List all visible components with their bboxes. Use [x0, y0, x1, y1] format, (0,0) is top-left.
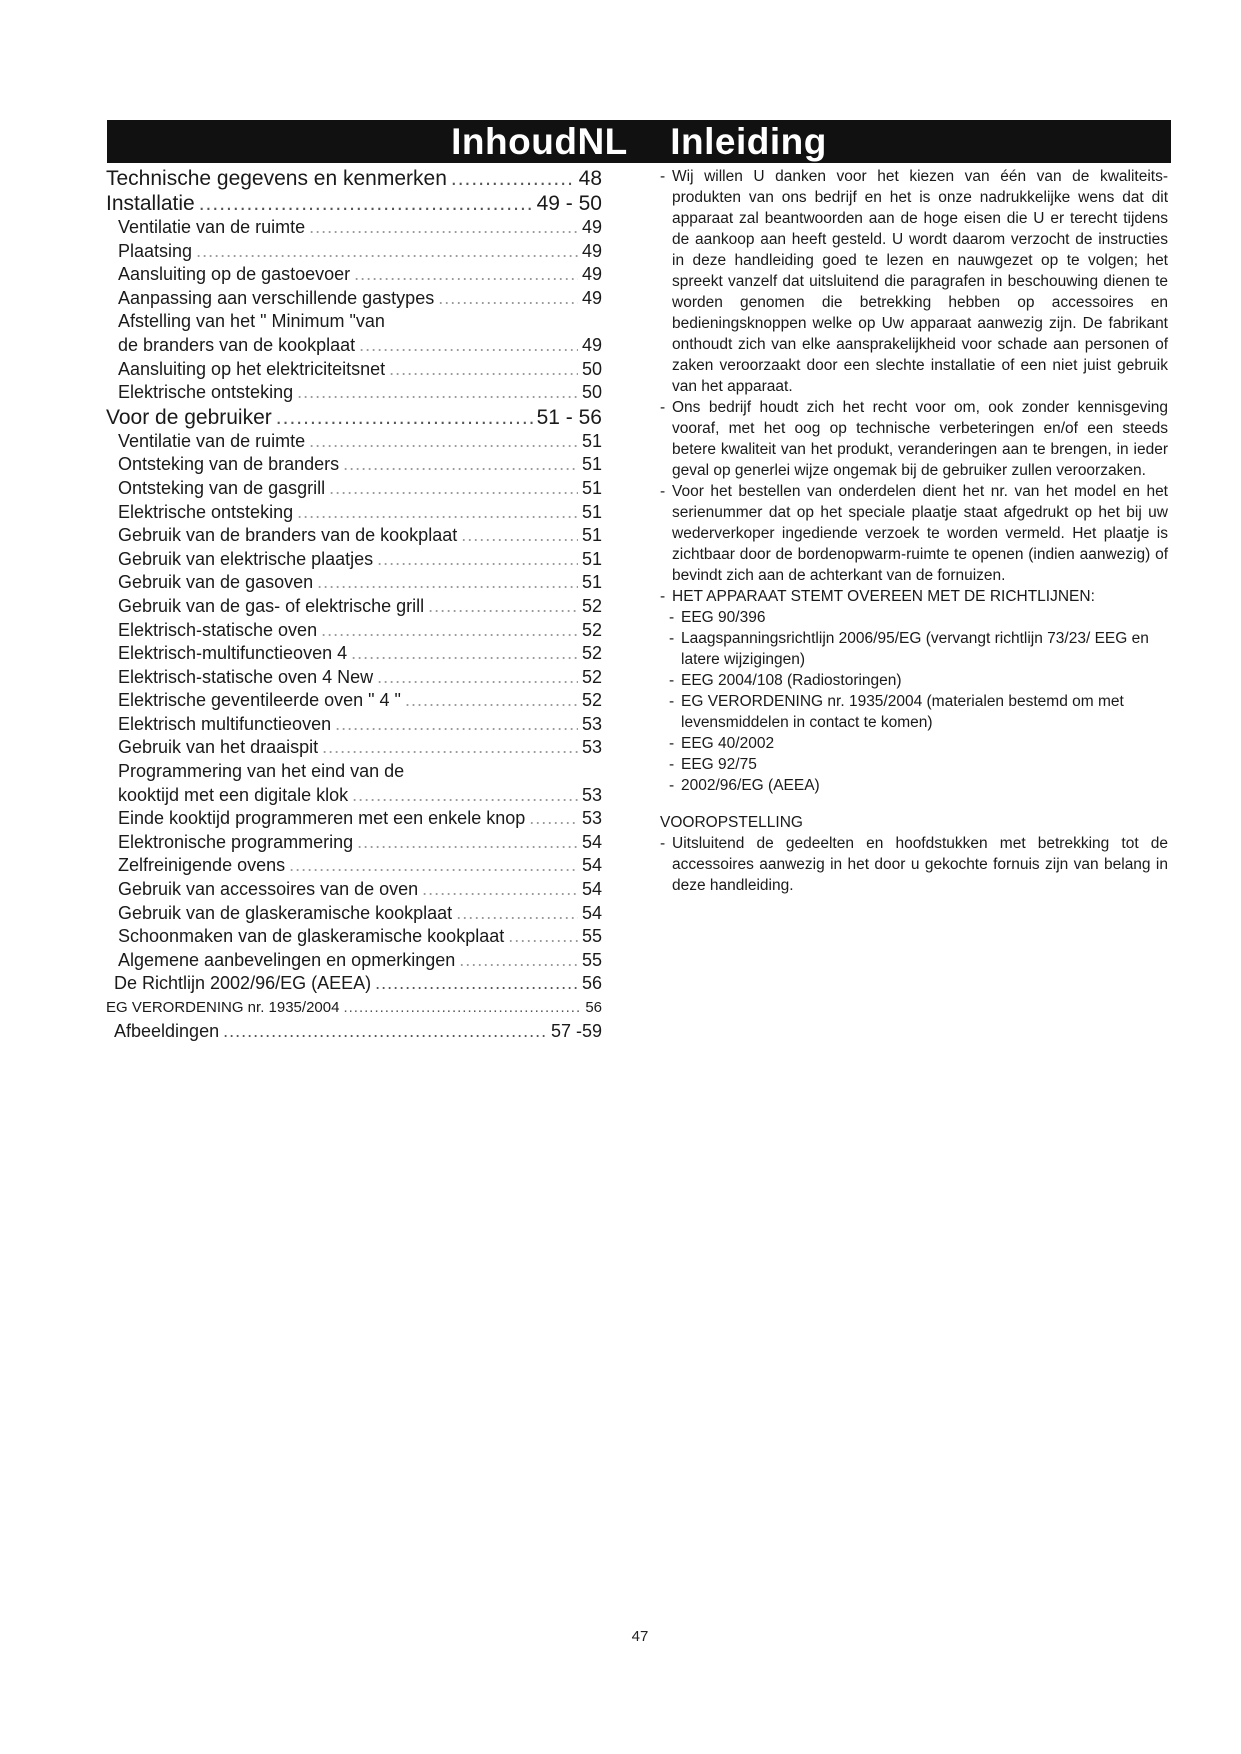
toc-leader-dots: [352, 784, 578, 808]
toc-entry-label: Elektrische geventileerde oven " 4 ": [118, 690, 401, 711]
toc-entry: [106, 453, 602, 477]
toc-entry: [106, 713, 602, 737]
toc-entry: [106, 831, 602, 855]
toc-leader-dots: [335, 713, 578, 737]
toc-entry-page: 49 - 50: [536, 192, 602, 215]
toc-entry-page: 51: [581, 430, 602, 451]
toc-entry: [106, 240, 602, 264]
intro-paragraph: - Voor het bestellen van onderdelen dient het nr. van het model en het serienummer dat op het speciale plaatje staat afgedrukt op het bij uw wederverkoper ingediende verzoek te worden vermeld. Het plaatje is zichtbaar door de bordenopwarm-ruimte te openen (indien aanwezig) of bevindt zich aan de achterkant van de fornuizen.: [660, 483, 1168, 584]
toc-entry-page: 52: [581, 619, 602, 640]
toc-leader-dots: [377, 548, 578, 572]
toc-leader-dots: [359, 334, 578, 358]
toc-entry-label: EG VERORDENING nr. 1935/2004: [106, 999, 340, 1016]
toc-leader-dots: [196, 240, 578, 264]
toc-entry-page: 52: [581, 595, 602, 616]
page-header-title: InhoudNL Inleiding: [107, 120, 1171, 163]
toc-entry-label: Schoonmaken van de glaskeramische kookplaat: [118, 926, 505, 947]
toc-entry: [106, 642, 602, 666]
toc-entry: [106, 430, 602, 454]
toc-leader-dots: [317, 571, 578, 595]
toc-entry-label: Elektrische ontsteking: [118, 382, 294, 403]
toc-entry: [106, 784, 602, 808]
toc-entry-label: Programmering van het eind van de: [118, 761, 405, 782]
toc-leader-dots: [276, 405, 533, 430]
toc-entry-label: De Richtlijn 2002/96/EG (AEEA): [114, 973, 372, 994]
toc-entry-page: 50: [581, 358, 602, 379]
toc-leader-dots: [223, 1020, 547, 1044]
toc-entry: [106, 666, 602, 690]
toc-entry: [106, 619, 602, 643]
toc-entry-page: 53: [581, 737, 602, 758]
toc-entry-page: 54: [581, 879, 602, 900]
toc-entry: [106, 263, 602, 287]
toc-entry: [106, 405, 602, 430]
toc-leader-dots: [329, 477, 578, 501]
toc-entry-page: 48: [578, 167, 602, 190]
toc-entry: [106, 1020, 602, 1044]
toc-entry-label: Gebruik van de gasoven: [118, 572, 314, 593]
toc-leader-dots: [389, 358, 578, 382]
toc-entry-page: 51: [581, 525, 602, 546]
toc-entry-label: Gebruik van elektrische plaatjes: [118, 548, 374, 569]
toc-entry: [106, 595, 602, 619]
toc-leader-dots: [322, 736, 578, 760]
toc-entry-label: Afstelling van het " Minimum "van: [118, 311, 385, 332]
toc-entry: [106, 571, 602, 595]
toc-leader-dots: [405, 689, 578, 713]
toc-leader-dots: [428, 595, 578, 619]
toc-entry: [106, 807, 602, 831]
toc-entry-page: 51: [581, 548, 602, 569]
toc-entry-label: Aanpassing aan verschillende gastypes: [118, 287, 435, 308]
toc-entry-page: 51 - 56: [536, 405, 602, 429]
toc-entry-page: 50: [581, 382, 602, 403]
toc-entry-label: Gebruik van de gas- of elektrische grill: [118, 595, 425, 616]
table-of-contents: [106, 166, 602, 1043]
toc-entry-label: Ventilatie van de ruimte: [118, 430, 306, 451]
toc-leader-dots: [343, 453, 578, 477]
toc-entry: [106, 477, 602, 501]
toc-entry-page: 53: [581, 713, 602, 734]
section-title: VOOROPSTELLING: [660, 814, 803, 831]
toc-leader-dots: [357, 831, 578, 855]
toc-entry: [106, 689, 602, 713]
toc-entry: [106, 524, 602, 548]
toc-entry-page: 53: [581, 784, 602, 805]
toc-entry: [106, 925, 602, 949]
toc-entry: [106, 548, 602, 572]
toc-entry-page: 49: [581, 217, 602, 237]
toc-entry: [106, 287, 602, 311]
toc-entry: [106, 358, 602, 382]
toc-entry-page: 57 -59: [550, 1020, 602, 1041]
toc-entry-page: 52: [581, 666, 602, 687]
toc-leader-dots: [351, 642, 578, 666]
toc-entry-label: Ontsteking van de branders: [118, 454, 340, 475]
toc-entry-label: Elektrisch-statische oven 4 New: [118, 666, 374, 687]
toc-entry: [106, 902, 602, 926]
toc-entry-page: 49: [581, 287, 602, 308]
toc-entry: [106, 949, 602, 973]
toc-entry: [106, 216, 602, 240]
toc-entry-label: Voor de gebruiker: [106, 405, 272, 429]
toc-entry-page: 54: [581, 831, 602, 852]
toc-leader-dots: [461, 524, 578, 548]
intro-paragraph: - Ons bedrijf houdt zich het recht voor om, ook zonder kennisgeving vooraf, met het oog op technische verbeteringen en/of een steeds betere kwaliteit van het produkt, veranderingen aan te brengen, in ieder geval op generlei wijze ongemak bij de gebruiker zullen veroorzaken.: [660, 399, 1168, 479]
toc-entry-page: 54: [581, 855, 602, 876]
toc-entry-page: 49: [581, 264, 602, 285]
toc-leader-dots: [354, 263, 578, 287]
toc-entry: [106, 736, 602, 760]
toc-entry-label: de branders van de kookplaat: [118, 334, 356, 355]
toc-entry: [106, 878, 602, 902]
toc-entry-label: kooktijd met een digitale klok: [118, 784, 349, 805]
directive-item: - EEG 92/75: [669, 756, 757, 773]
toc-entry-page: 54: [581, 902, 602, 923]
page-number: 47: [631, 1628, 649, 1645]
toc-entry-label: Technische gegevens en kenmerken: [106, 167, 447, 190]
toc-entry: [106, 191, 602, 216]
toc-entry-label: Einde kooktijd programmeren met een enkele knop: [118, 808, 526, 829]
toc-leader-dots: [508, 925, 578, 949]
toc-entry-page: 55: [581, 949, 602, 970]
toc-entry: [106, 334, 602, 358]
toc-entry-page: 52: [581, 690, 602, 711]
toc-entry: [106, 501, 602, 525]
toc-leader-dots: [451, 166, 575, 191]
toc-leader-dots: [289, 854, 578, 878]
toc-entry-label: Aansluiting op het elektriciteitsnet: [118, 358, 386, 379]
toc-entry-label: Gebruik van de branders van de kookplaat: [118, 525, 458, 546]
toc-entry: [106, 381, 602, 405]
toc-entry-label: Ventilatie van de ruimte: [118, 217, 306, 237]
toc-leader-dots: [309, 430, 578, 454]
toc-entry-label: Elektrisch-statische oven: [118, 619, 318, 640]
toc-leader-dots: [456, 902, 578, 926]
directive-item: - EEG 90/396: [669, 609, 766, 626]
toc-entry: [106, 854, 602, 878]
directive-item: - Laagspanningsrichtlijn 2006/95/EG (vervangt richtlijn 73/23/ EEG en latere wijzigingen): [669, 630, 1149, 668]
section-paragraph: - Uitsluitend de gedeelten en hoofdstukken met betrekking tot de accessoires aanwezig in het door u gekochte fornuis zijn van belang in deze handleiding.: [660, 835, 1168, 894]
toc-entry-label: Elektrisch-multifunctieoven 4: [118, 643, 348, 664]
toc-entry-page: 55: [581, 926, 602, 947]
directives-heading: - HET APPARAAT STEMT OVEREEN MET DE RICHTLIJNEN:: [660, 588, 1095, 605]
toc-entry-page: 56: [585, 999, 602, 1016]
toc-leader-dots: [309, 216, 578, 240]
toc-entry-page: 51: [581, 454, 602, 475]
toc-entry-label: Plaatsing: [118, 240, 193, 261]
toc-entry-page: 53: [581, 808, 602, 829]
toc-entry-label: Elektrische ontsteking: [118, 501, 294, 522]
toc-entry-page: 49: [581, 334, 602, 355]
toc-entry-label: Algemene aanbevelingen en opmerkingen: [118, 949, 456, 970]
toc-leader-dots: [529, 807, 578, 831]
toc-leader-dots: [343, 996, 581, 1020]
toc-entry-page: 51: [581, 477, 602, 498]
intro-paragraph: - Wij willen U danken voor het kiezen van één van de kwaliteits- produkten van ons bedrijf en het is onze nadrukkelijke wens dat dit apparaat zal beantwoorden aan de hoge eisen die U er terecht tijdens de aankoop aan heeft gesteld. U wordt daarom verzocht de instructies in deze handleiding goed te lezen en nauwgezet op te volgen; het spreekt vanzelf dat uitsluitend die paragrafen in beschouwing dienen te worden genomen die betrekking hebben op accessoires en bedieningsknoppen welke op Uw apparaat aanwezig zijn. De fabrikant onthoudt zich van elke aansprakelijkheid voor schade aan personen of zaken veroorzaakt door een slechte installatie of een niet juist gebruik van het apparaat.: [660, 168, 1168, 395]
toc-leader-dots: [459, 949, 578, 973]
toc-entry-page: 52: [581, 643, 602, 664]
toc-entry-label: Gebruik van de glaskeramische kookplaat: [118, 902, 453, 923]
toc-entry: [106, 166, 602, 191]
toc-leader-dots: [422, 878, 578, 902]
directive-item: - EG VERORDENING nr. 1935/2004 (materialen bestemd om met levensmiddelen in contact te komen): [669, 693, 1124, 731]
toc-entry-label: Ontsteking van de gasgrill: [118, 477, 326, 498]
toc-entry-label: Installatie: [106, 192, 195, 215]
toc-entry-label: Elektronische programmering: [118, 831, 354, 852]
introduction: [660, 166, 1168, 896]
toc-leader-dots: [438, 287, 578, 311]
toc-entry-label: Gebruik van accessoires van de oven: [118, 879, 419, 900]
toc-entry-label: Aansluiting op de gastoevoer: [118, 264, 351, 285]
toc-entry: [106, 972, 602, 996]
toc-entry-page: 51: [581, 501, 602, 522]
toc-entry-label: Zelfreinigende ovens: [118, 855, 286, 876]
toc-entry-label: Afbeeldingen: [114, 1020, 220, 1041]
toc-entry-page: 51: [581, 572, 602, 593]
toc-entry: [106, 310, 602, 334]
toc-leader-dots: [297, 381, 578, 405]
toc-entry-label: Gebruik van het draaispit: [118, 737, 319, 758]
toc-leader-dots: [375, 972, 578, 996]
directive-item: - 2002/96/EG (AEEA): [669, 777, 820, 794]
toc-entry: [106, 996, 602, 1020]
toc-leader-dots: [321, 619, 578, 643]
toc-entry-label: Elektrisch multifunctieoven: [118, 713, 332, 734]
toc-entry: [106, 760, 602, 784]
toc-entry-page: 56: [581, 973, 602, 994]
toc-leader-dots: [377, 666, 578, 690]
directive-item: - EEG 40/2002: [669, 735, 775, 752]
toc-leader-dots: [199, 191, 533, 216]
toc-leader-dots: [297, 501, 578, 525]
toc-entry-page: 49: [581, 240, 602, 261]
directive-item: - EEG 2004/108 (Radiostoringen): [669, 672, 902, 689]
